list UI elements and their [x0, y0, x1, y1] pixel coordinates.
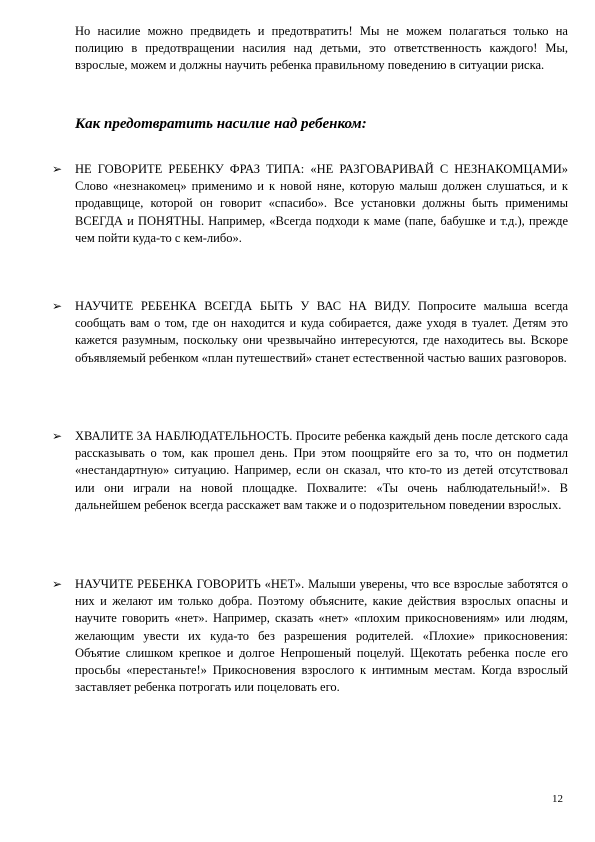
bullet-item [52, 428, 568, 514]
bullet-item [52, 298, 568, 367]
bullet-text [75, 161, 568, 247]
bullet-body: Просите ребенка каждый день после детского сада рассказывать о том, как прошел день. При этом поощряйте его за то, что он подметил «нестандартную» ситуацию. Например, если он сказал, что кто-то из детей отсутствовал или они играли на новой площадке. Похвалите: «Ты очень наблюдательный!». В дальнейшем ребенок всегда расскажет вам также и о подозрительном поведении взрослых. [75, 429, 568, 512]
bullet-body: Малыши уверены, что все взрослые заботятся о них и желают им только добра. Поэтому объясните, какие действия взрослых опасны и научите говорить «нет». Например, сказать «нет» «плохим прикосновениям» или людям, желающим увести их куда-то без разрешения родителей. «Плохие» прикосновения: Объятие слишком крепкое и долгое Непрошеный поцелуй. Щекотать ребенка после его просьбы «перестаньте!» Прикосновения взрослого к интимным местам. Когда взрослый заставляет ребенка потрогать или поцеловать его. [75, 577, 568, 695]
bullet-text [75, 428, 568, 514]
bullet-lead: НАУЧИТЕ РЕБЕНКА ВСЕГДА БЫТЬ У ВАС НА ВИДУ. [75, 299, 411, 313]
bullet-body: Попросите малыша всегда сообщать вам о том, где он находится и куда собирается, даже уходя в туалет. Детям это кажется разумным, поскольку они чрезвычайно интересуются, где находитесь вы. Вскоре объявляемый ребенком «план путешествий» станет естественной частью ваших разговоров. [75, 299, 568, 365]
arrow-bullet-icon: ➢ [52, 299, 63, 313]
page-number: 12 [552, 793, 563, 805]
bullet-item [52, 576, 568, 696]
bullet-text [75, 298, 568, 367]
bullet-lead: НЕ ГОВОРИТЕ РЕБЕНКУ ФРАЗ ТИПА: «НЕ РАЗГОВАРИВАЙ С НЕЗНАКОМЦАМИ» [75, 162, 568, 176]
bullet-item [52, 161, 568, 247]
bullet-lead: НАУЧИТЕ РЕБЕНКА ГОВОРИТЬ «НЕТ». [75, 577, 305, 591]
arrow-bullet-icon: ➢ [52, 162, 63, 176]
intro-paragraph: Но насилие можно предвидеть и предотвратить! Мы не можем полагаться только на полицию в предотвращении насилия над детьми, это ответственность каждого! Мы, взрослые, можем и должны научить ребенка правильному поведению в ситуации риска. [75, 24, 568, 73]
section-heading: Как предотвратить насилие над ребенком: [75, 116, 367, 132]
bullet-lead: ХВАЛИТЕ ЗА НАБЛЮДАТЕЛЬНОСТЬ. [75, 429, 293, 443]
bullet-text [75, 576, 568, 696]
arrow-bullet-icon: ➢ [52, 429, 63, 443]
arrow-bullet-icon: ➢ [52, 577, 63, 591]
bullet-body: Слово «незнакомец» применимо и к новой няне, которую малыш должен слушаться, и к продавщице, которой он говорит «спасибо». Все установки должны быть применимы ВСЕГДА и ПОНЯТНЫ. Например, «Всегда подходи к маме (папе, бабушке и т.д.), прежде чем пойти куда-то с кем-либо». [75, 179, 568, 245]
